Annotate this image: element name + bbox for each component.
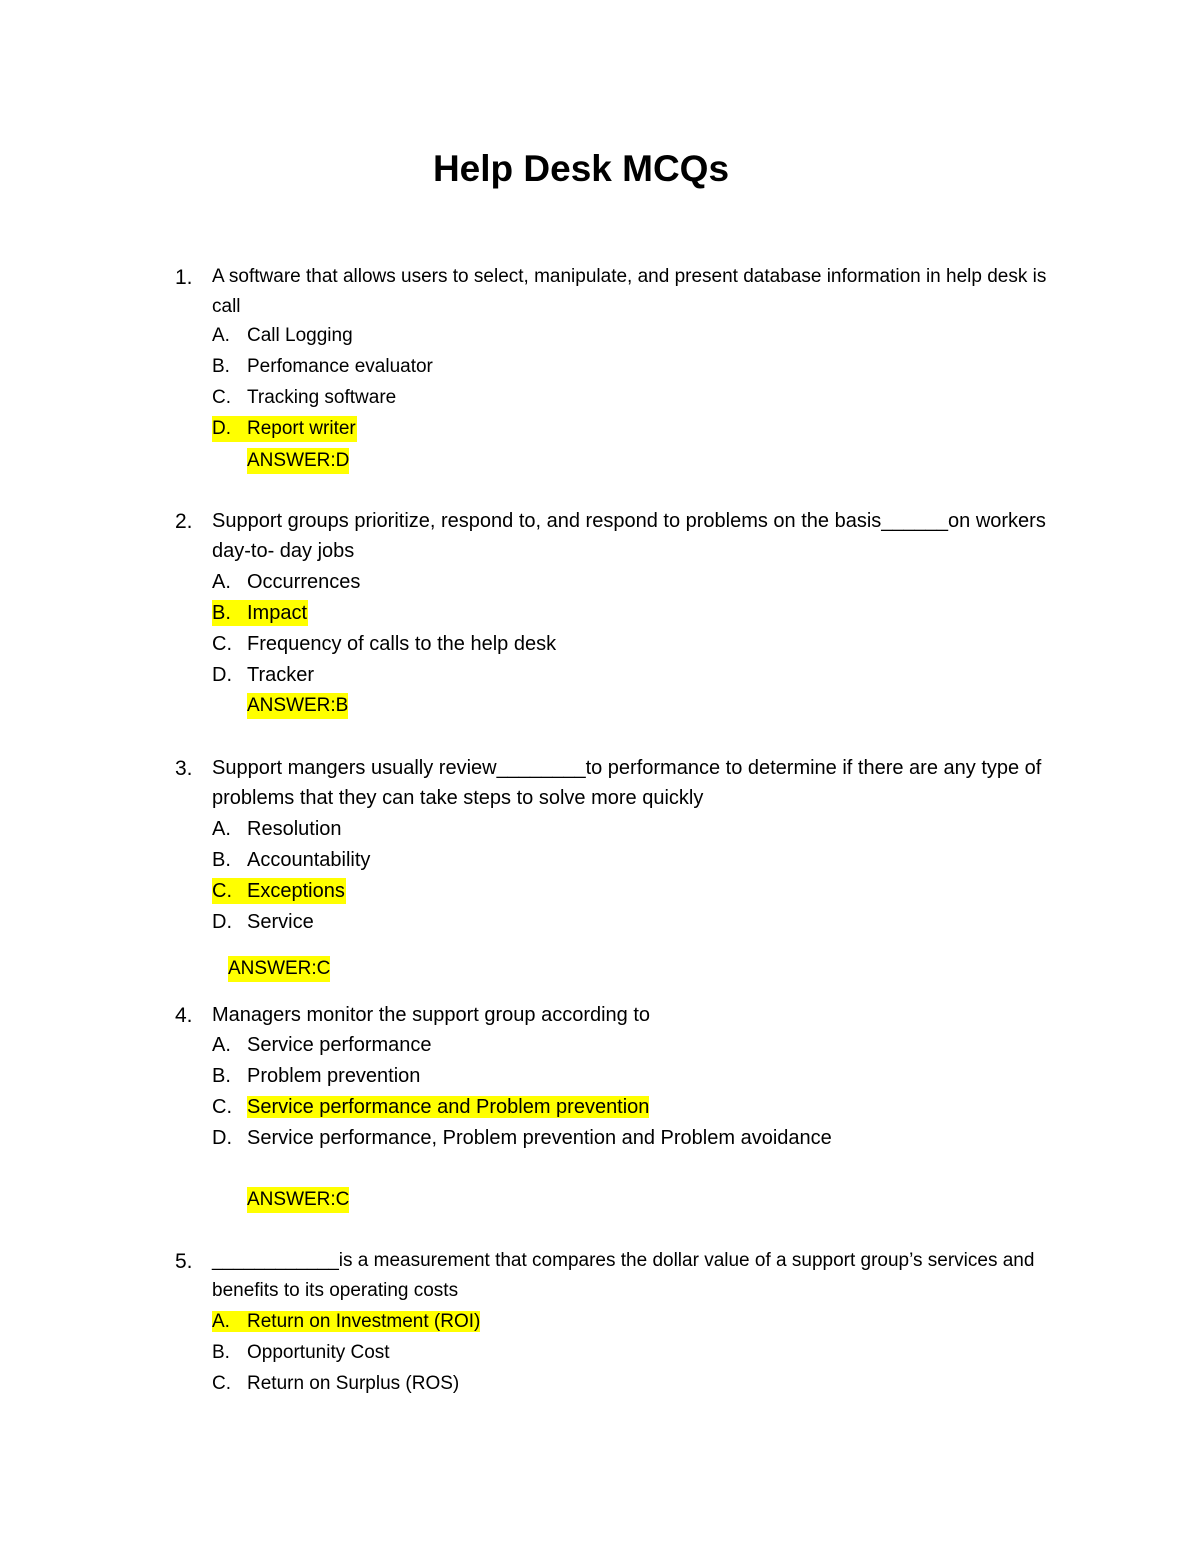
question-2-option-b-correct: B. Impact	[212, 602, 308, 624]
question-5-option-c: C. Return on Surplus (ROS)	[212, 1373, 460, 1394]
question-1-option-d-correct: D. Report writer	[212, 416, 357, 442]
question-1-answer: ANSWER:D	[247, 448, 349, 474]
question-3-option-a: A. Resolution	[212, 818, 342, 840]
question-4-answer: ANSWER:C	[247, 1187, 349, 1213]
question-3-option-d: D. Service	[212, 911, 314, 933]
question-2-option-d: D. Tracker	[212, 664, 315, 686]
question-1-number: 1.	[175, 266, 193, 289]
page-title: Help Desk MCQs	[432, 148, 730, 189]
question-2-option-c: C. Frequency of calls to the help desk	[212, 633, 557, 655]
question-2-option-a: A. Occurrences	[212, 571, 361, 593]
question-4-text: Managers monitor the support group according to	[212, 1004, 651, 1026]
question-5-number: 5.	[175, 1250, 193, 1273]
question-3-text: Support mangers usually review________to performance to determine if there are any type of problems that they can take steps to solve more quickly	[212, 757, 1042, 809]
question-5-option-a-correct: A. Return on Investment (ROI)	[212, 1311, 481, 1332]
question-4-number: 4.	[175, 1004, 193, 1027]
question-2-number: 2.	[175, 510, 193, 533]
question-2-text: Support groups prioritize, respond to, and respond to problems on the basis______on workers day-to- day jobs	[212, 510, 1046, 562]
question-4-option-d: D. Service performance, Problem prevention and Problem avoidance	[212, 1127, 832, 1149]
question-5-text: ____________is a measurement that compares the dollar value of a support group’s services and benefits to its operating costs	[212, 1250, 1035, 1301]
question-4-option-a: A. Service performance	[212, 1034, 432, 1056]
question-4-option-b: B. Problem prevention	[212, 1065, 421, 1087]
question-3-option-c-correct: C. Exceptions	[212, 880, 345, 902]
question-4-option-c-correct: C. Service performance and Problem prevention	[212, 1096, 650, 1118]
question-1-option-a: A. Call Logging	[212, 325, 353, 346]
question-1-option-c: C. Tracking software	[212, 387, 397, 408]
question-2-answer: ANSWER:B	[247, 693, 348, 719]
question-1-option-b: B. Perfomance evaluator	[212, 356, 433, 377]
question-3-number: 3.	[175, 757, 193, 780]
question-3-option-b: B. Accountability	[212, 849, 371, 871]
question-1-text: A software that allows users to select, manipulate, and present database information in help desk is call	[212, 266, 1047, 317]
question-5-option-b: B. Opportunity Cost	[212, 1342, 390, 1363]
question-3-answer: ANSWER:C	[228, 956, 330, 982]
